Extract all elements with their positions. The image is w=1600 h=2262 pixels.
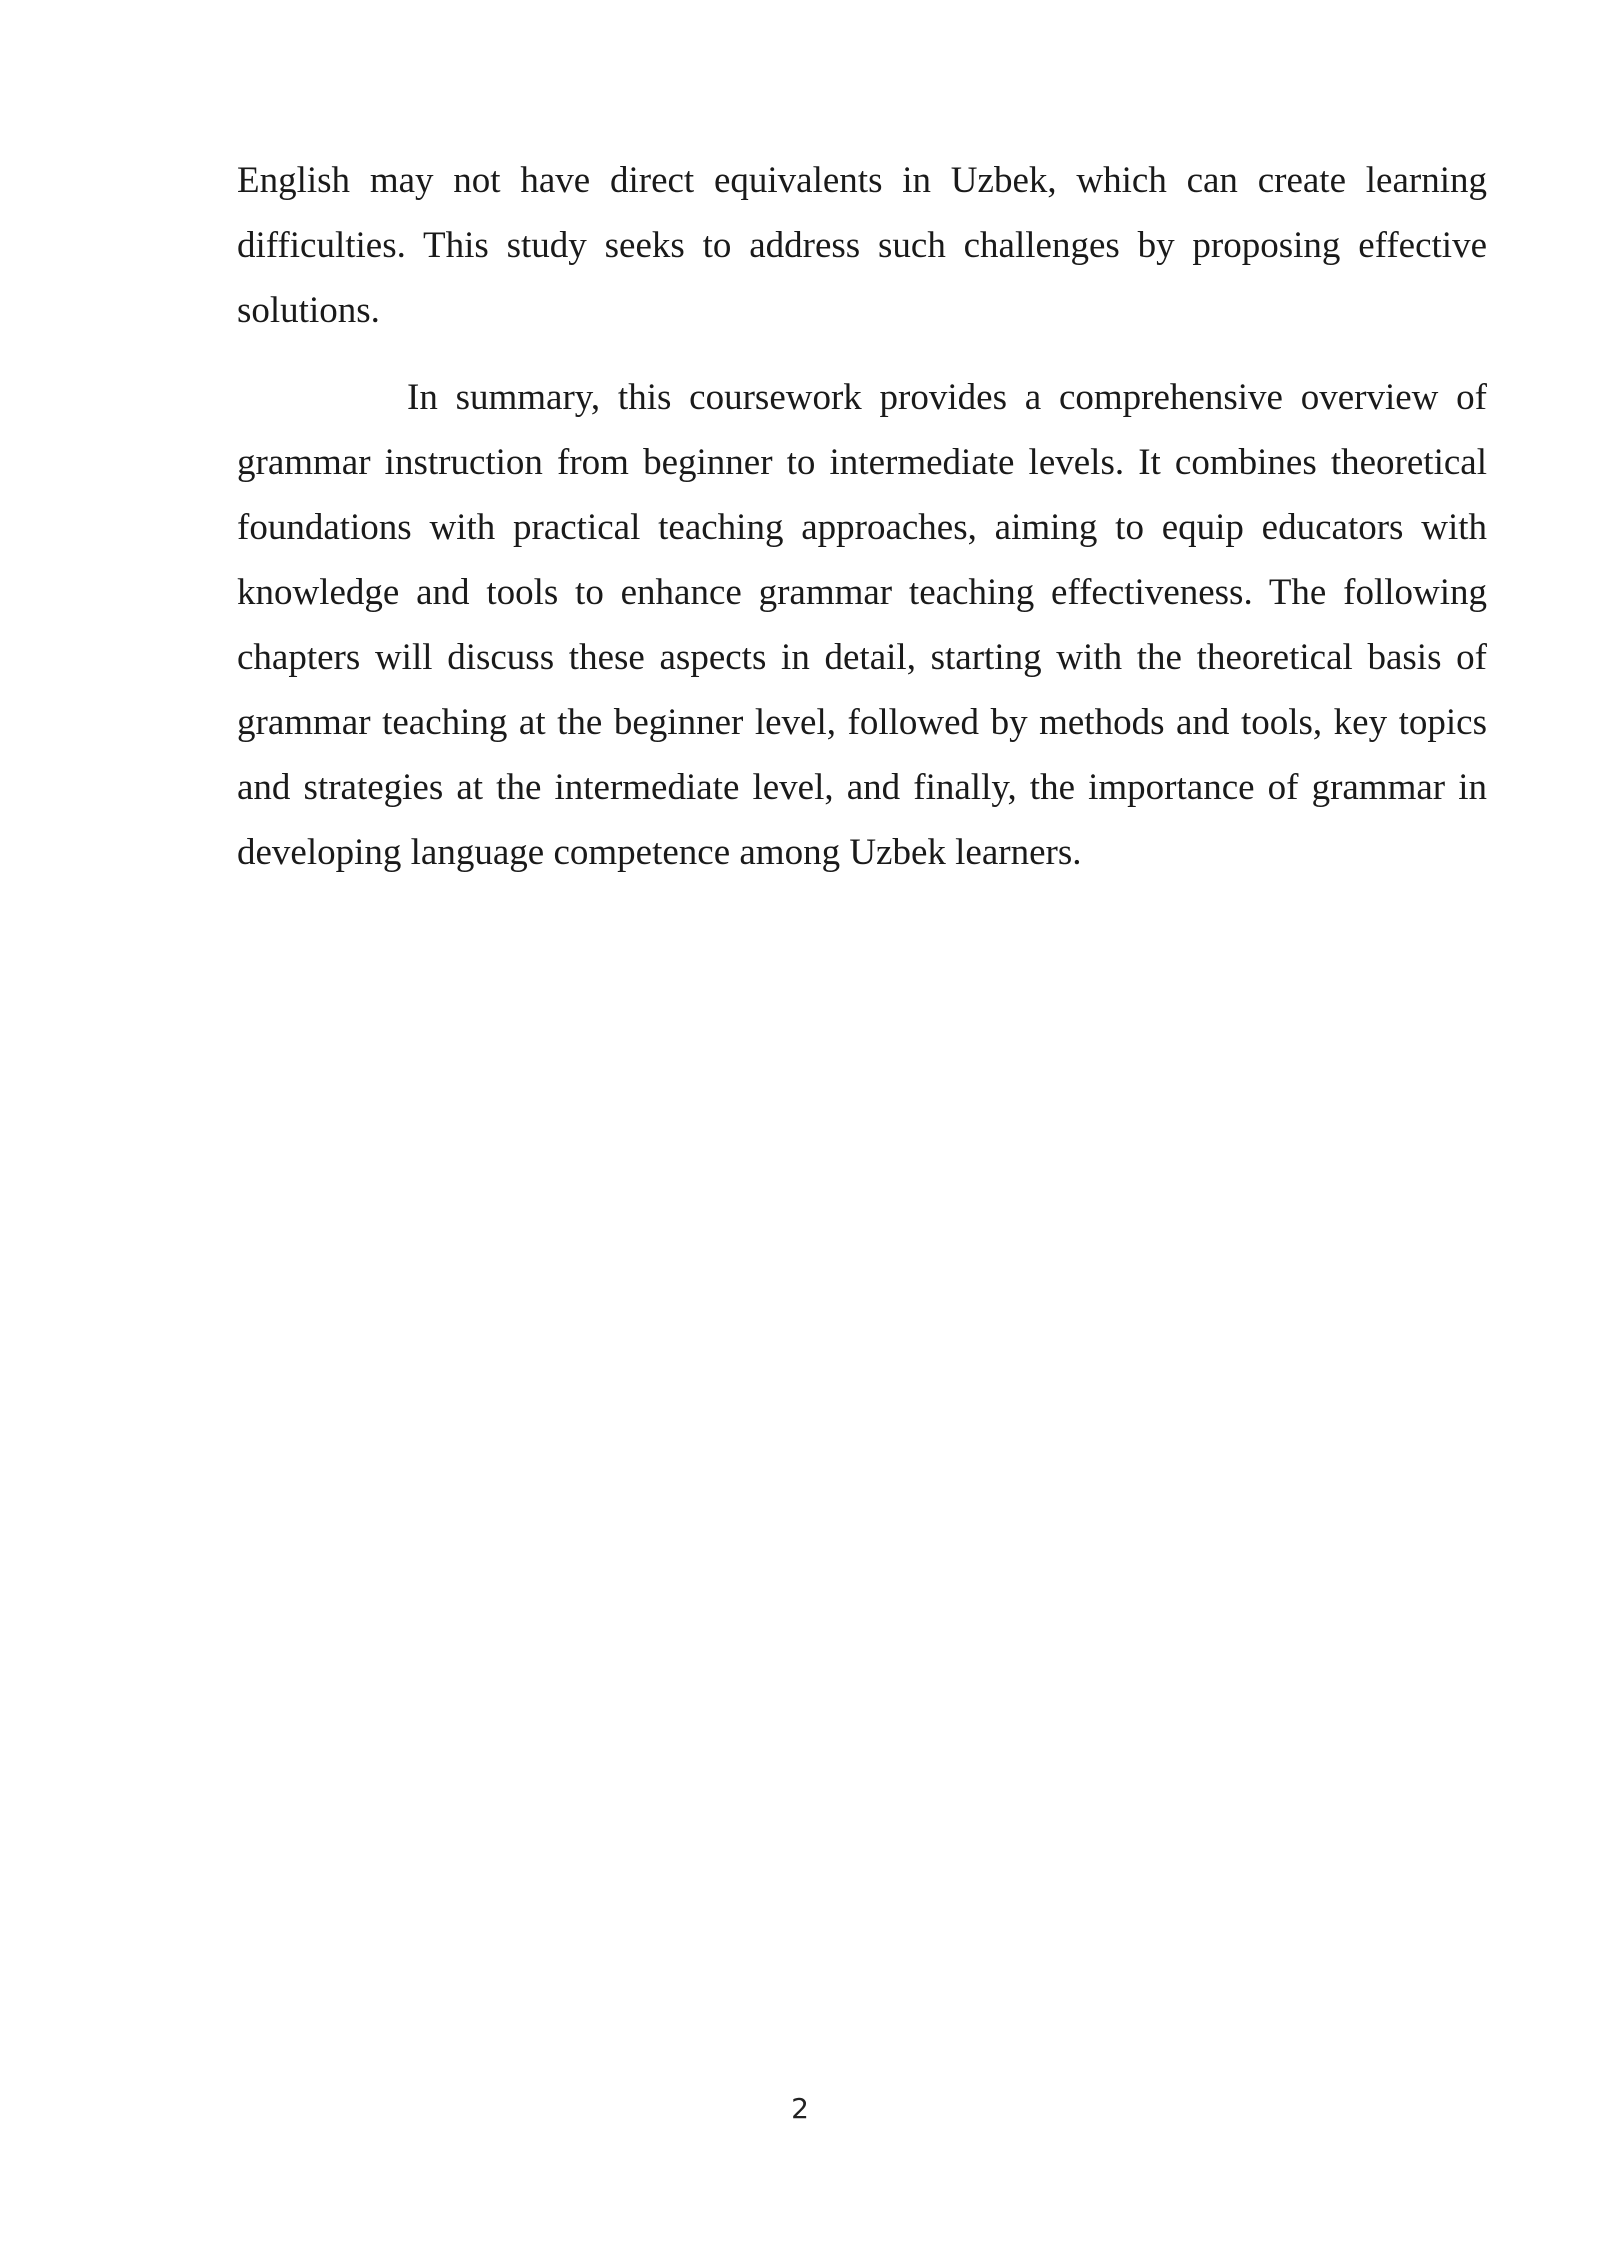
paragraph-continuation: English may not have direct equivalents in Uzbek, which can create learning difficulties. This study seeks to address such challenges by proposing effective solutions.: [237, 160, 1487, 331]
page-number: 2: [791, 2092, 809, 2125]
body-text: [237, 148, 1487, 885]
paragraph-summary: In summary, this coursework provides a comprehensive overview of grammar instruction from beginner to intermediate levels. It combines theoretical foundations with practical teaching approaches, aiming to equip educators with knowledge and tools to enhance grammar teaching effectiveness. The following chapters will discuss these aspects in detail, starting with the theoretical basis of grammar teaching at the beginner level, followed by methods and tools, key topics and strategies at the intermediate level, and finally, the importance of grammar in developing language competence among Uzbek learners.: [237, 377, 1487, 873]
